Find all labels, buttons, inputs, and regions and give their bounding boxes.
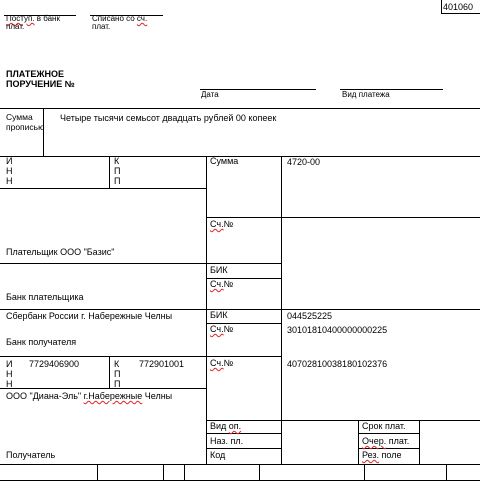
bottom-strip-divider-1	[97, 464, 98, 480]
grid-line-codes-row1	[206, 433, 281, 434]
grid-line-payee-bank-bottom	[0, 356, 281, 357]
grid-line-payee-inn-bottom	[0, 388, 206, 389]
received-label: Поступ. в банк плат.	[6, 14, 60, 31]
payee-bank-name: Сбербанк России г. Набережные Челны	[6, 311, 173, 321]
grid-line-payer-bottom	[0, 263, 281, 264]
payee-kpp-value: 772901001	[139, 359, 185, 369]
payer-account-label: Сч.№	[210, 219, 234, 229]
payer-k-label: К	[114, 156, 120, 166]
payee-k-label: К	[114, 359, 120, 369]
grid-line-bottom-strip-bottom	[0, 480, 480, 481]
bottom-strip-divider-5	[364, 464, 365, 480]
amount-words-top-line	[0, 108, 480, 109]
grid-line-codes-row2-right	[358, 448, 419, 449]
amount-label: Сумма	[210, 156, 239, 166]
payment-type-label: Вид платежа	[342, 90, 390, 99]
amount-in-words: Четыре тысячи семьсот двадцать рублей 00 копеек	[60, 113, 277, 123]
payee-p1-label: П	[114, 369, 121, 379]
form-code: 401060	[443, 2, 474, 12]
payer-n1-label: Н	[6, 166, 13, 176]
ocher-plat-label: Очер. плат.	[362, 436, 410, 446]
payee-bank-corr-account: 30101810400000000225	[287, 325, 388, 335]
payer-name: Плательщик ООО "Базис"	[6, 247, 115, 257]
bottom-strip-divider-4	[259, 464, 260, 480]
amount-words-divider	[43, 108, 44, 156]
payee-account-value: 40702810038180102376	[287, 359, 388, 369]
grid-line-bottom-strip-top	[0, 464, 480, 465]
bottom-strip-divider-3	[184, 464, 185, 480]
debited-label: Списано со сч. плат.	[92, 14, 148, 31]
payer-bank-label: Банк плательщика	[6, 292, 84, 302]
payee-bank-label: Банк получателя	[6, 337, 77, 347]
payee-p2-label: П	[114, 379, 121, 389]
vid-op-label: Вид оп.	[210, 421, 242, 431]
bottom-strip-divider-2	[163, 464, 164, 480]
kod-label: Код	[210, 450, 226, 460]
date-label: Дата	[201, 90, 219, 99]
grid-line-col-419	[419, 420, 420, 464]
payee-inn-value: 7729406900	[29, 359, 80, 369]
grid-line-codes-row1-right	[358, 433, 419, 434]
grid-line-main-top	[0, 156, 480, 157]
payee-account-label: Сч.№	[210, 358, 234, 368]
payer-inn-kpp-divider	[109, 156, 110, 188]
payee-n1-label: Н	[6, 369, 13, 379]
grid-line-payer-bank-bottom	[0, 309, 480, 310]
bottom-strip-divider-6	[446, 464, 447, 480]
naz-pl-label: Наз. пл.	[210, 436, 244, 446]
rez-pole-label: Рез. поле	[362, 450, 402, 460]
grid-line-col-281	[281, 156, 282, 464]
payer-bank-bik-label: БИК	[210, 265, 228, 275]
payee-inn-kpp-divider	[109, 356, 110, 388]
grid-line-col-358	[358, 420, 359, 464]
form-code-left-border	[441, 0, 442, 14]
payee-bank-bik: 044525225	[287, 311, 333, 321]
payee-inn-label: И	[6, 359, 13, 369]
payee-bank-account-label: Сч.№	[210, 324, 234, 334]
grid-line-codes-row2	[206, 448, 281, 449]
payer-bank-account-label: Сч.№	[210, 279, 234, 289]
amount-words-label: Сумма прописью	[6, 112, 45, 132]
form-code-bottom-border	[441, 13, 480, 14]
grid-line-col-206	[206, 156, 207, 464]
payee-label: Получатель	[6, 450, 56, 460]
grid-line-amount-bottom	[206, 217, 480, 218]
form-title-line1: ПЛАТЕЖНОЕ	[6, 69, 64, 79]
grid-line-codes-top	[206, 420, 480, 421]
payee-bank-bik-label: БИК	[210, 310, 228, 320]
payer-n2-label: Н	[6, 176, 13, 186]
payer-p2-label: П	[114, 176, 121, 186]
payee-n2-label: Н	[6, 379, 13, 389]
form-title-line2: ПОРУЧЕНИЕ №	[6, 79, 75, 89]
payer-inn-label: И	[6, 156, 13, 166]
payer-p1-label: П	[114, 166, 121, 176]
amount-value: 4720-00	[287, 157, 321, 167]
srok-plat-label: Срок плат.	[362, 421, 406, 431]
payer-inn-kpp-bottom	[0, 188, 206, 189]
payee-name: ООО "Диана-Эль" г.Набережные Челны	[6, 391, 173, 401]
